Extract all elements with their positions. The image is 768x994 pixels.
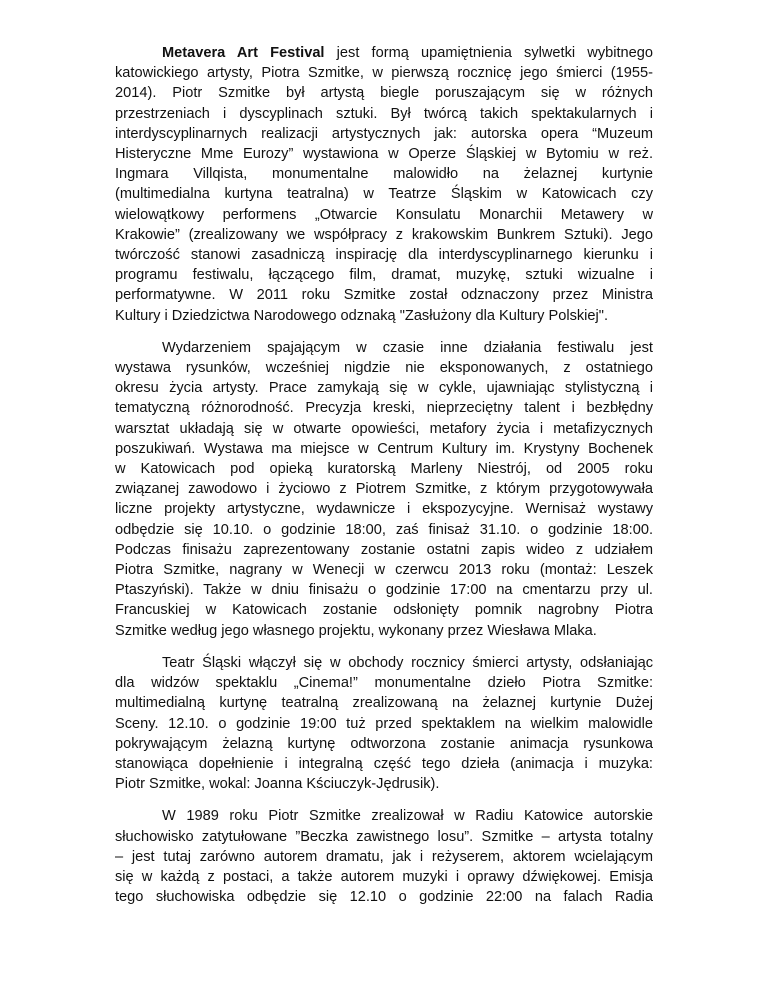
text-line — [115, 144, 653, 164]
line-text: twórczość stanowi zasadniczą inspirację dla interdyscyplinarnego kierunku i — [115, 247, 653, 264]
text-line — [115, 205, 653, 225]
line-text: Histeryczne Mme Eurozy” wystawiona w Operze Śląskiej w Bytomiu w reż. — [115, 146, 653, 163]
line-text: Ingmara Villqista, monumentalne malowidło na żelaznej kurtynie — [115, 166, 653, 183]
text-line — [115, 580, 653, 600]
line-text: w Katowicach pod opieką kuratorską Marleny Niestrój, od 2005 roku — [115, 461, 653, 478]
line-text: multimedialną kurtynę teatralną zrealizowaną na żelaznej kurtynie Dużej — [115, 695, 653, 712]
text-line — [115, 124, 653, 144]
line-text: wystawa rysunków, wcześniej nigdzie nie eksponowanych, z ostatniego — [115, 360, 653, 377]
text-line — [115, 225, 653, 245]
text-line — [115, 774, 653, 794]
line-text: stanowiąca dopełnienie i integralną część tego dzieła (animacja i muzyka: — [115, 755, 653, 772]
line-text: Piotra Szmitke, nagrany w Wenecji w czerwcu 2013 roku (montaż: Leszek — [115, 562, 653, 579]
text-line — [115, 540, 653, 560]
festival-name: Metavera Art Festival — [162, 45, 325, 61]
text-line — [115, 184, 653, 204]
text-line — [115, 43, 653, 63]
text-line — [115, 847, 653, 867]
line-text: okresu życia artysty. Prace zamykają się w cykle, ujawniając stylistyczną i — [115, 380, 653, 397]
text-line — [115, 164, 653, 184]
text-line — [115, 104, 653, 124]
text-line — [115, 734, 653, 754]
line-text: Podczas finisażu zaprezentowany zostanie ostatni zapis wideo z udziałem — [115, 541, 653, 558]
line-text: Szmitke według jego własnego projektu, wykonany przez Wiesława Mlaka. — [115, 622, 597, 639]
text-line — [115, 714, 653, 734]
document-page — [115, 0, 653, 907]
line-text: Piotr Szmitke, wokal: Joanna Kściuczyk-Jędrusik). — [115, 776, 440, 793]
text-line — [115, 398, 653, 418]
paragraph-exhibition — [115, 338, 653, 641]
line-text: programu festiwalu, łączącego film, dramat, muzykę, sztuki wizualne i — [115, 267, 653, 284]
line-text: związanej zawodowo i życiowo z Piotrem Szmitke, z którym przygotowywała — [115, 481, 653, 498]
paragraph-festival-intro — [115, 0, 653, 326]
line-text: się w każdą z postaci, a także autorem muzyki i oprawy dźwiękowej. Emisja — [115, 868, 653, 885]
text-line — [115, 499, 653, 519]
line-text: jest formą upamiętnienia sylwetki wybitnego — [324, 45, 653, 61]
text-line — [115, 83, 653, 103]
line-text: poszukiwań. Wystawa ma miejsce w Centrum Kultury im. Krystyny Bochenek — [115, 440, 653, 457]
text-line — [115, 285, 653, 305]
line-text: 2014). Piotr Szmitke był artystą biegle poruszającym się w różnych — [115, 85, 653, 102]
text-line — [115, 358, 653, 378]
line-text: W 1989 roku Piotr Szmitke zrealizował w Radiu Katowice autorskie — [162, 808, 653, 825]
line-text: Teatr Śląski włączył się w obchody rocznicy śmierci artysty, odsłaniając — [162, 654, 653, 671]
line-text: Kultury i Dziedzictwa Narodowego odznaką "Zasłużony dla Kultury Polskiej". — [115, 307, 608, 324]
line-text: liczne projekty artystyczne, wydawnicze i ekspozycyjne. Wernisaż wystawy — [115, 501, 653, 518]
text-line — [115, 754, 653, 774]
line-text: tego słuchowiska odbędzie się 12.10 o godzinie 22:00 na falach Radia — [115, 889, 653, 906]
line-text: słuchowisko zatytułowane ”Beczka zawistnego losu”. Szmitke – artysta totalny — [115, 828, 653, 845]
text-line — [115, 459, 653, 479]
text-line — [115, 245, 653, 265]
text-line — [115, 306, 653, 326]
line-text: – jest tutaj zarówno autorem dramatu, jak i reżyserem, aktorem wcielającym — [115, 848, 653, 865]
text-line — [115, 439, 653, 459]
line-text: odbędzie się 10.10. o godzinie 18:00, zaś finisaż 31.10. o godzinie 18:00. — [115, 521, 653, 538]
line-text: przestrzeniach i dyscyplinach sztuki. Był twórcą takich spektakularnych i — [115, 105, 653, 122]
line-text: Sceny. 12.10. o godzinie 19:00 tuż przed spektaklem na wielkim malowidle — [115, 715, 653, 732]
text-line — [115, 265, 653, 285]
text-line — [115, 520, 653, 540]
text-line — [115, 887, 653, 907]
text-line — [115, 479, 653, 499]
line-text: wielowątkowy performens „Otwarcie Konsulatu Monarchii Metawery w — [115, 206, 653, 223]
line-text: dla widzów spektaklu „Cinema!” monumentalne dzieło Piotra Szmitke: — [115, 675, 653, 692]
line-text: Ptaszyński). Także w dniu finisażu o godzinie 17:00 na cmentarzu przy ul. — [115, 582, 653, 599]
text-line — [115, 867, 653, 887]
line-text: Krakowie” (zrealizowany we współpracy z krakowskim Bunkrem Sztuki). Jego — [115, 226, 653, 243]
line-text: (multimedialna kurtyna teatralna) w Teatrze Śląskim w Katowicach czy — [115, 186, 653, 203]
line-text: Wydarzeniem spajającym w czasie inne działania festiwalu jest — [162, 339, 653, 356]
paragraph-radio-play — [115, 806, 653, 907]
text-line — [115, 621, 653, 641]
text-line — [115, 419, 653, 439]
text-line — [115, 827, 653, 847]
text-line — [115, 600, 653, 620]
text-line — [115, 653, 653, 673]
text-line — [115, 63, 653, 83]
line-text: interdyscyplinarnych realizacji artystycznych jak: autorska opera “Muzeum — [115, 125, 653, 142]
text-line — [115, 806, 653, 826]
text-line — [115, 673, 653, 693]
line-text: warsztat układają się w otwarte opowieści, metafory życia i metafizycznych — [115, 420, 653, 437]
text-line — [115, 560, 653, 580]
line-text: katowickiego artysty, Piotra Szmitke, w pierwszą rocznicę jego śmierci (1955- — [115, 65, 653, 82]
line-text: Francuskiej w Katowicach zostanie odsłonięty pomnik nagrobny Piotra — [115, 602, 653, 619]
text-line — [115, 693, 653, 713]
line-text: performatywne. W 2011 roku Szmitke został odznaczony przez Ministra — [115, 287, 653, 304]
text-line — [115, 378, 653, 398]
line-text: tematyczną różnorodność. Precyzja kreski, nieprzeciętny talent i bezbłędny — [115, 400, 653, 417]
text-line — [115, 338, 653, 358]
line-text: pokrywającym żelazną kurtynę odtworzona zostanie animacja rysunkowa — [115, 735, 653, 752]
paragraph-theatre — [115, 653, 653, 794]
